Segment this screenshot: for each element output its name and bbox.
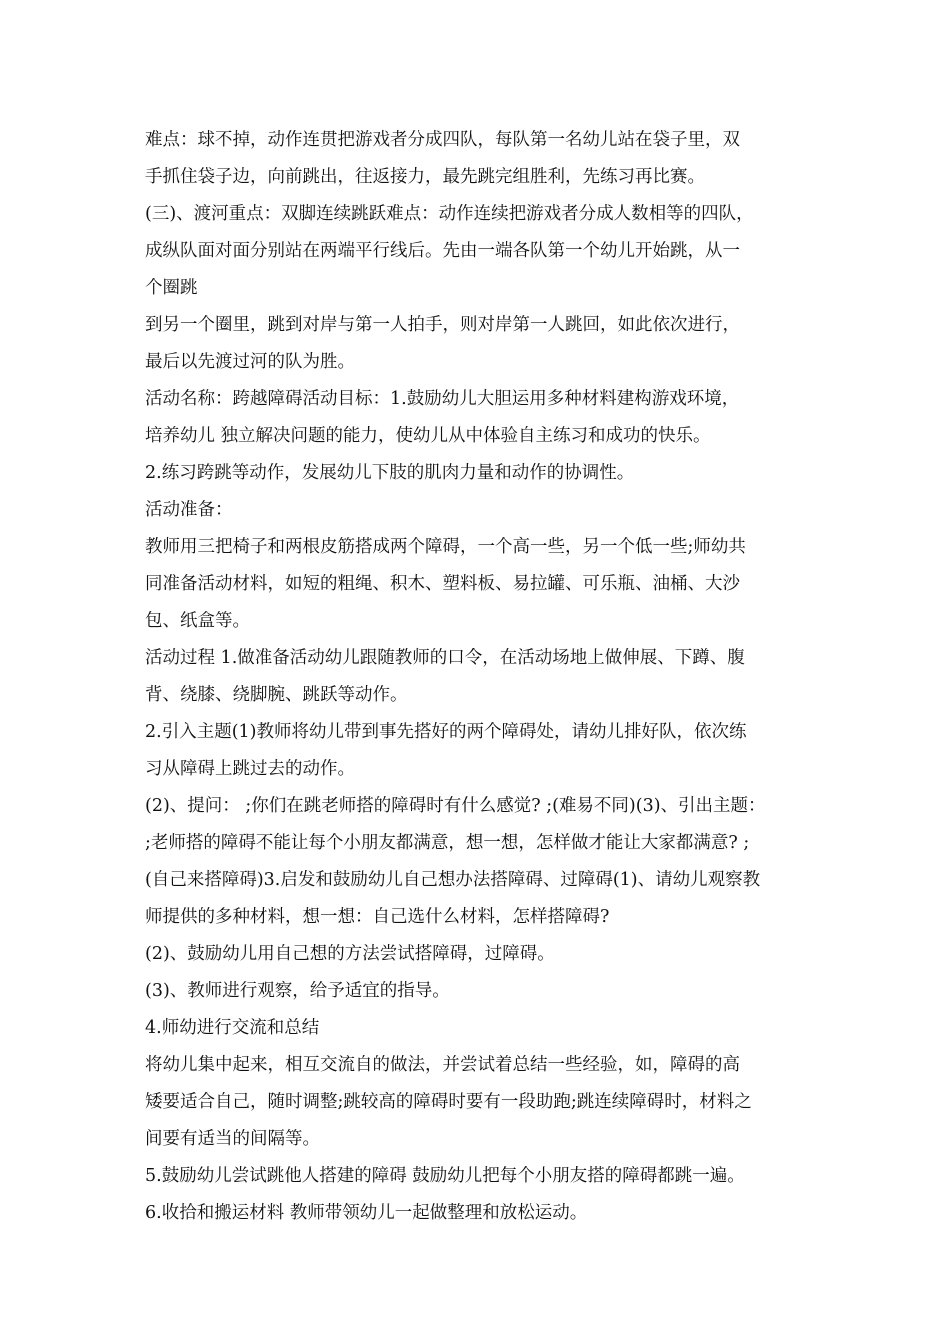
text-line: 手抓住袋子边，向前跳出，往返接力，最先跳完组胜利，先练习再比赛。 <box>145 167 705 187</box>
paragraph <box>145 1195 825 1232</box>
text-line: 到另一个圈里，跳到对岸与第一人拍手，则对岸第一人跳回，如此依次进行， <box>145 315 740 335</box>
paragraph <box>145 381 825 455</box>
text-line: 背、绕膝、绕脚腕、跳跃等动作。 <box>145 685 408 705</box>
paragraph <box>145 529 825 640</box>
text-line: 活动名称：跨越障碍活动目标：1.鼓励幼儿大胆运用多种材料建构游戏环境， <box>145 389 740 409</box>
paragraph <box>145 492 825 529</box>
paragraph <box>145 1010 825 1047</box>
document-body <box>145 122 825 1232</box>
text-line: 最后以先渡过河的队为胜。 <box>145 352 355 372</box>
text-line: 难点：球不掉，动作连贯把游戏者分成四队，每队第一名幼儿站在袋子里，双 <box>145 130 740 150</box>
paragraph <box>145 973 825 1010</box>
paragraph <box>145 1158 825 1195</box>
text-line: 6.收拾和搬运材料 教师带领幼儿一起做整理和放松运动。 <box>145 1203 588 1223</box>
paragraph <box>145 788 825 936</box>
text-line: 2.练习跨跳等动作，发展幼儿下肢的肌肉力量和动作的协调性。 <box>145 463 635 483</box>
text-line: 将幼儿集中起来，相互交流自的做法，并尝试着总结一些经验，如，障碍的高 <box>145 1055 740 1075</box>
text-line: 个圈跳 <box>145 278 198 298</box>
paragraph <box>145 122 825 196</box>
text-line: (三)、渡河重点：双脚连续跳跃难点：动作连续把游戏者分成人数相等的四队， <box>145 204 754 224</box>
text-line: 习从障碍上跳过去的动作。 <box>145 759 355 779</box>
text-line: 2.引入主题(1)教师将幼儿带到事先搭好的两个障碍处，请幼儿排好队，依次练 <box>145 722 747 742</box>
text-line: ;老师搭的障碍不能让每个小朋友都满意，想一想，怎样做才能让大家都满意? ; <box>145 833 750 853</box>
text-line: 同准备活动材料，如短的粗绳、积木、塑料板、易拉罐、可乐瓶、油桶、大沙 <box>145 574 740 594</box>
paragraph <box>145 1047 825 1158</box>
text-line: 4.师幼进行交流和总结 <box>145 1018 320 1038</box>
text-line: 矮要适合自己，随时调整;跳较高的障碍时要有一段助跑;跳连续障碍时，材料之 <box>145 1092 752 1112</box>
text-line: 教师用三把椅子和两根皮筋搭成两个障碍，一个高一些，另一个低一些;师幼共 <box>145 537 746 557</box>
text-line: 5.鼓励幼儿尝试跳他人搭建的障碍 鼓励幼儿把每个小朋友搭的障碍都跳一遍。 <box>145 1166 745 1186</box>
text-line: 成纵队面对面分别站在两端平行线后。先由一端各队第一个幼儿开始跳，从一 <box>145 241 740 261</box>
text-line: (2)、提问： ;你们在跳老师搭的障碍时有什么感觉? ;(难易不同)(3)、引出主题： <box>145 796 766 816</box>
paragraph <box>145 196 825 307</box>
paragraph <box>145 455 825 492</box>
text-line: 间要有适当的间隔等。 <box>145 1129 320 1149</box>
text-line: 培养幼儿 独立解决问题的能力，使幼儿从中体验自主练习和成功的快乐。 <box>145 426 711 446</box>
paragraph <box>145 714 825 788</box>
text-line: (2)、鼓励幼儿用自己想的方法尝试搭障碍，过障碍。 <box>145 944 555 964</box>
paragraph <box>145 640 825 714</box>
text-line: (自己来搭障碍)3.启发和鼓励幼儿自己想办法搭障碍、过障碍(1)、请幼儿观察教 <box>145 870 761 890</box>
text-line: (3)、教师进行观察，给予适宜的指导。 <box>145 981 450 1001</box>
text-line: 包、纸盒等。 <box>145 611 250 631</box>
paragraph <box>145 936 825 973</box>
text-line: 活动过程 1.做准备活动幼儿跟随教师的口令，在活动场地上做伸展、下蹲、腹 <box>145 648 745 668</box>
text-line: 师提供的多种材料，想一想：自己选什么材料，怎样搭障碍? <box>145 907 610 927</box>
text-line: 活动准备： <box>145 500 233 520</box>
paragraph <box>145 307 825 381</box>
